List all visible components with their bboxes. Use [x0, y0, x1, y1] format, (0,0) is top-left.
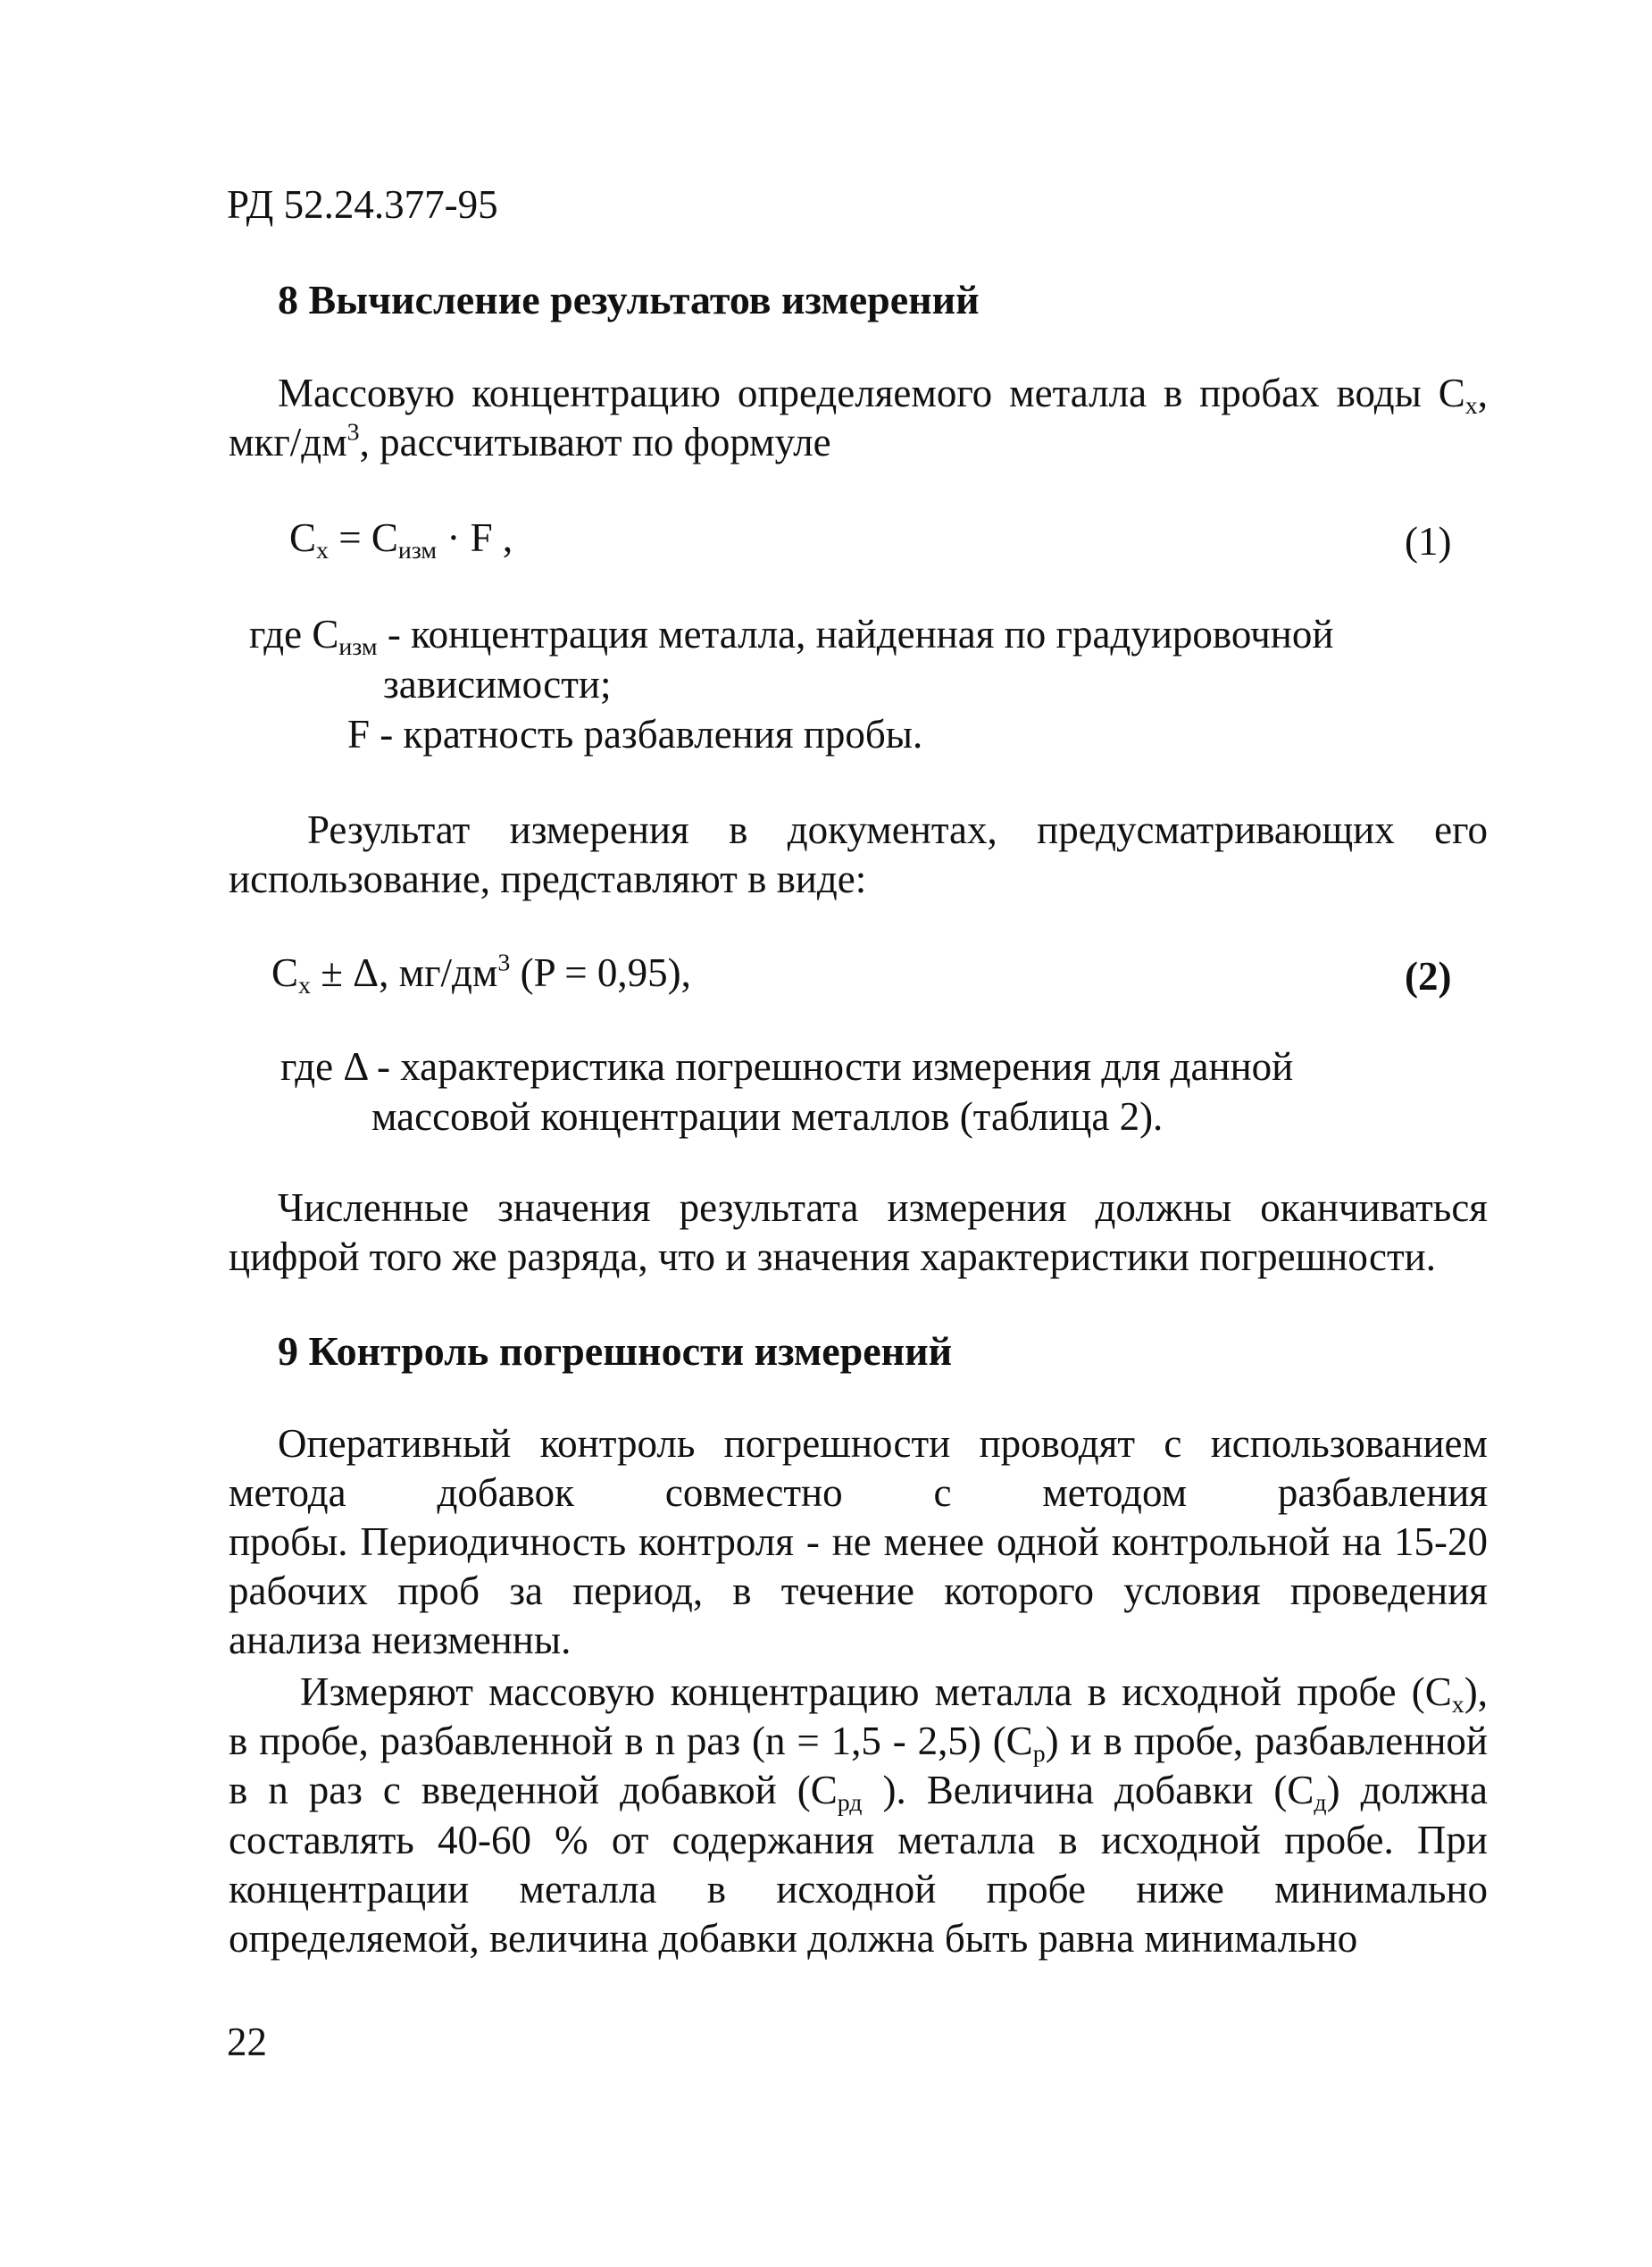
- where-1-line-2: зависимости;: [383, 662, 612, 707]
- formula-1: $C_x = C_{изм} \cdot F$ ,: [289, 515, 513, 565]
- section-9-heading: 9 Контроль погрешности измерений: [278, 1328, 953, 1374]
- s9-p1-line-3: пробы. Периодичность контроля - не менее одной контрольной на 15-20: [229, 1519, 1488, 1564]
- s9-p1-line-2: метода добавок совместно с методом разбавления: [229, 1470, 1488, 1515]
- s9-p2-line-3: в n раз с введенной добавкой ($C_{рд}$ ). Величина добавки $(C_д)$ должна: [229, 1768, 1488, 1817]
- s9-p2-line-4: составлять 40-60 % от содержания металла в исходной пробе. При: [229, 1818, 1488, 1862]
- where-1-line-1: где $C_{изм}$ - концентрация металла, найденная по градуировочной: [249, 612, 1334, 661]
- result-line-1: Результат измерения в документах, предусматривающих его: [307, 807, 1488, 852]
- equation-number-1: (1): [1405, 519, 1452, 564]
- numeric-line-1: Численные значения результата измерения должны оканчиваться: [278, 1185, 1488, 1230]
- s9-p2-line-2: в пробе, разбавленной в n раз (n = 1,5 - 2,5) $(C_р)$ и в пробе, разбавленной: [229, 1719, 1489, 1768]
- intro-line-1: Массовую концентрацию определяемого металла в пробах воды $C_x$,: [278, 371, 1488, 420]
- s9-p1-line-5: анализа неизменны.: [229, 1618, 572, 1662]
- s9-p2-line-1: Измеряют массовую концентрацию металла в исходной пробе $(C_x)$,: [300, 1669, 1488, 1719]
- s9-p2-line-5: концентрации металла в исходной пробе ниже минимально: [229, 1867, 1488, 1911]
- page-number: 22: [227, 2020, 267, 2064]
- document-id: РД 52.24.377-95: [227, 182, 498, 227]
- s9-p2-line-6: определяемой, величина добавки должна быть равна минимально: [229, 1916, 1358, 1961]
- where-2-line-1: где Δ - характеристика погрешности измерения для данной: [280, 1044, 1294, 1089]
- s9-p1-line-1: Оперативный контроль погрешности проводят с использованием: [278, 1421, 1488, 1466]
- numeric-line-2: цифрой того же разряда, что и значения характеристики погрешности.: [229, 1234, 1436, 1279]
- where-1-line-3: F - кратность разбавления пробы.: [347, 712, 923, 757]
- where-2-line-2: массовой концентрации металлов (таблица 2).: [371, 1094, 1164, 1139]
- equation-number-2: (2): [1405, 954, 1452, 999]
- result-line-2: использование, представляют в виде:: [229, 857, 867, 901]
- s9-p1-line-4: рабочих проб за период, в течение которого условия проведения: [229, 1568, 1488, 1613]
- intro-line-2: мкг/$дм^3$, рассчитывают по формуле: [229, 418, 831, 464]
- section-8-heading: 8 Вычисление результатов измерений: [278, 277, 980, 322]
- formula-2: $C_x \pm \Delta$, $мг/дм^3$ (P = 0,95),: [271, 949, 691, 1000]
